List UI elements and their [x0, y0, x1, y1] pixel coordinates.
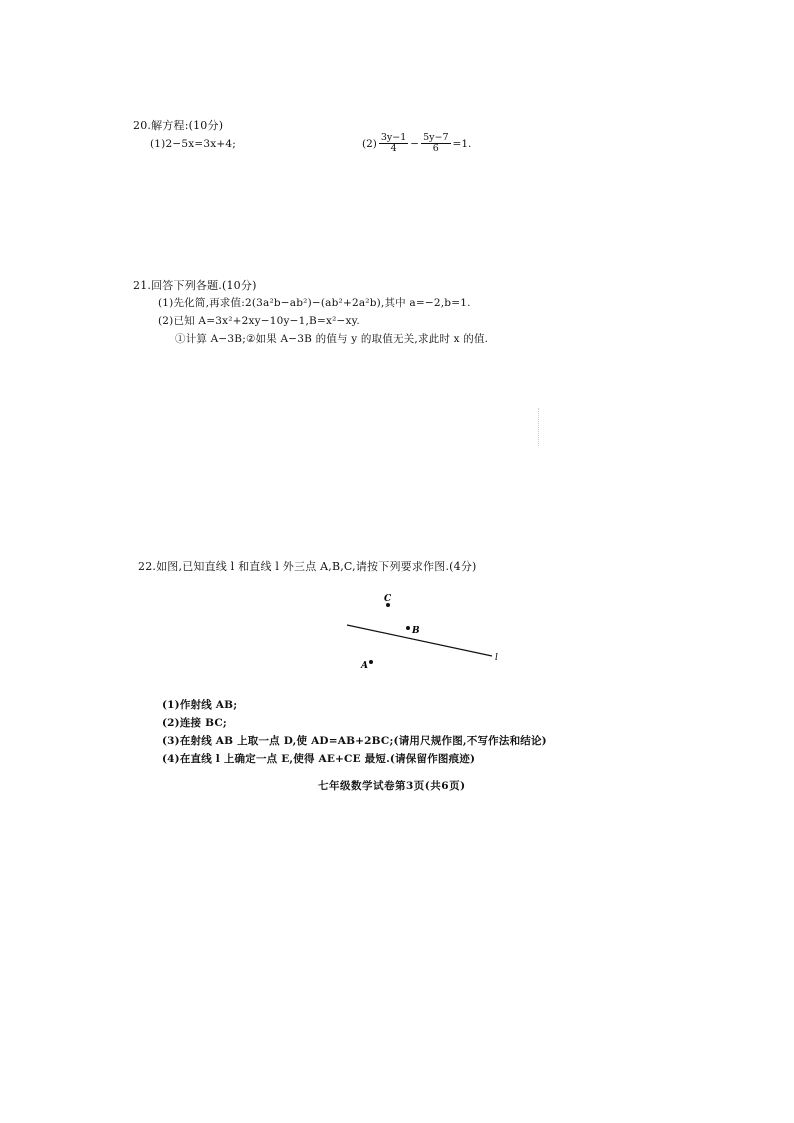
- question-20-title: 20.解方程:(10分): [133, 119, 224, 132]
- question-22-item-3: (3)在射线 AB 上取一点 D,使 AD=AB+2BC;(请用尺规作图,不写作法和结论): [162, 735, 547, 747]
- fraction-1-denominator: 4: [390, 143, 397, 154]
- fraction-2: [421, 133, 450, 154]
- scan-mark: [538, 408, 540, 446]
- point-a: [369, 660, 373, 664]
- label-c: C: [384, 594, 392, 604]
- label-b: B: [412, 626, 420, 636]
- fraction-2-numerator: 5y−7: [423, 132, 449, 143]
- question-21-line-2: (2)已知 A=3x²+2xy−10y−1,B=x²−xy.: [158, 315, 360, 327]
- fraction-1: [379, 133, 408, 154]
- question-22-item-4: (4)在直线 l 上确定一点 E,使得 AE+CE 最短.(请保留作图痕迹): [162, 753, 476, 765]
- label-l: l: [495, 653, 498, 663]
- question-22-item-2: (2)连接 BC;: [162, 717, 227, 729]
- equals-one: =1.: [452, 137, 472, 150]
- question-21-title: 21.回答下列各题.(10分): [133, 279, 257, 292]
- page-footer: 七年级数学试卷第3页(共6页): [318, 780, 466, 792]
- question-21-line-3: ①计算 A−3B;②如果 A−3B 的值与 y 的取值无关,求此时 x 的值.: [175, 333, 489, 345]
- minus-sign: −: [410, 137, 420, 150]
- question-20-part-2: [362, 133, 471, 154]
- question-22-item-1: (1)作射线 AB;: [162, 699, 238, 711]
- question-20-part-2-prefix: (2): [362, 137, 377, 150]
- geometry-figure: [330, 590, 520, 680]
- question-22-title: 22.如图,已知直线 l 和直线 l 外三点 A,B,C,请按下列要求作图.(4分): [138, 560, 477, 573]
- question-20-part-1: (1)2−5x=3x+4;: [150, 138, 236, 150]
- point-b: [406, 626, 410, 630]
- fraction-2-denominator: 6: [432, 143, 439, 154]
- question-21-line-1: (1)先化简,再求值:2(3a²b−ab²)−(ab²+2a²b),其中 a=−2,b=1.: [158, 297, 471, 309]
- fraction-1-numerator: 3y−1: [380, 132, 407, 143]
- label-a: A: [361, 661, 368, 671]
